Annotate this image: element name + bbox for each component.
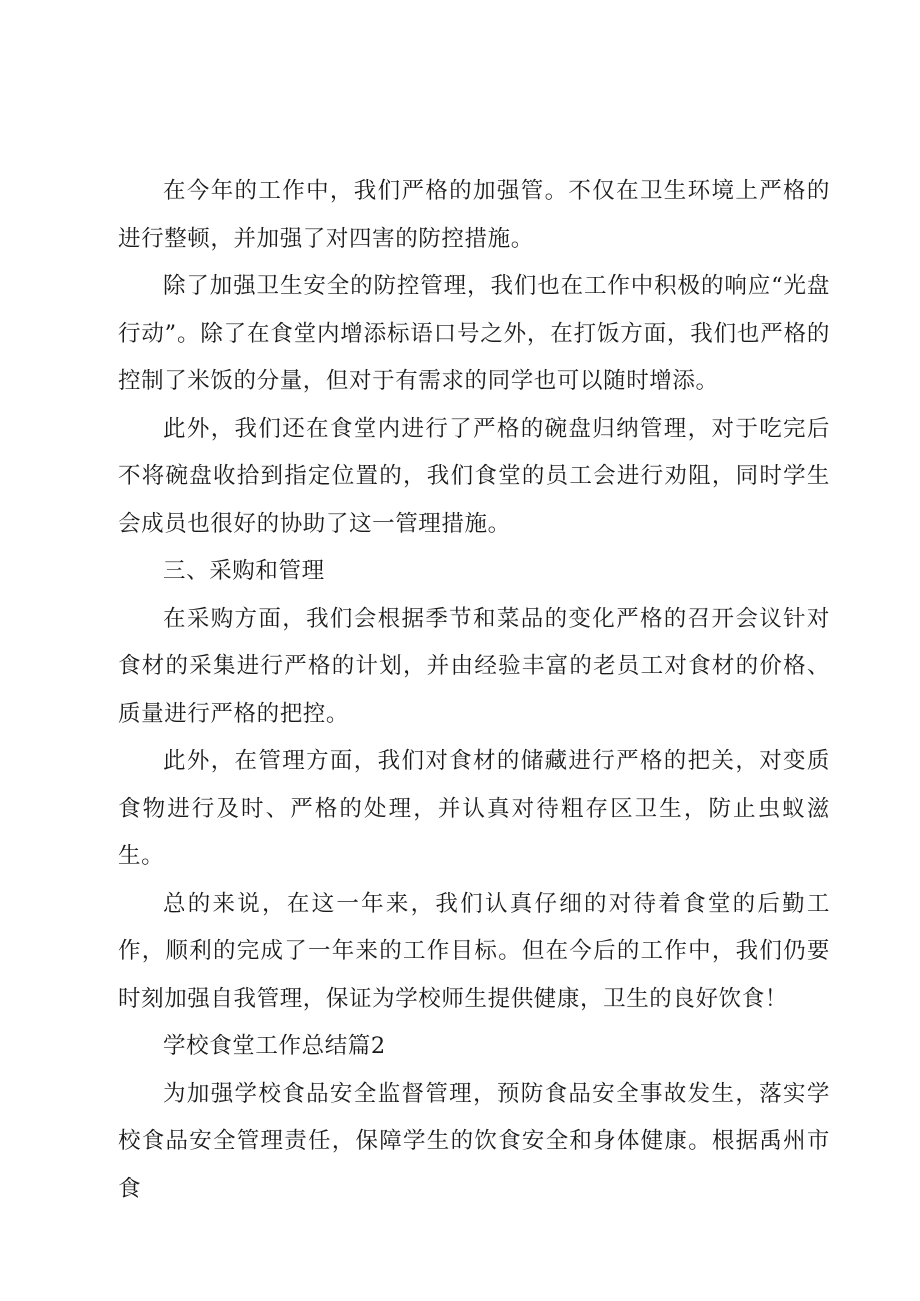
paragraph-hygiene-management: 在今年的工作中，我们严格的加强管。不仅在卫生环境上严格的进行整顿，并加强了对四害的防控措施。 bbox=[118, 178, 830, 252]
paragraph-dish-return-management: 此外，我们还在食堂内进行了严格的碗盘归纳管理，对于吃完后不将碗盘收拾到指定位置的，我们食堂的员工会进行劝阻，同时学生会成员也很好的协助了这一管理措施。 bbox=[118, 415, 830, 537]
document-body bbox=[118, 168, 830, 1213]
paragraph-storage-management: 此外，在管理方面，我们对食材的储藏进行严格的把关，对变质食物进行及时、严格的处理，并认真对待粗存区卫生，防止虫蚁滋生。 bbox=[118, 748, 830, 869]
paragraph-food-safety-intro: 为加强学校食品安全监督管理，预防食品安全事故发生，落实学校食品安全管理责任，保障学生的饮食安全和身体健康。根据禹州市食 bbox=[118, 1080, 830, 1202]
article-title-part-2: 学校食堂工作总结篇2 bbox=[163, 1033, 386, 1059]
paragraph-clean-plate-campaign: 除了加强卫生安全的防控管理，我们也在工作中积极的响应“光盘行动”。除了在食堂内增添标语口号之外，在打饭方面，我们也严格的控制了米饭的分量，但对于有需求的同学也可以随时增添。 bbox=[118, 273, 830, 394]
paragraph-summary: 总的来说，在这一年来，我们认真仔细的对待着食堂的后勤工作，顺利的完成了一年来的工作目标。但在今后的工作中，我们仍要时刻加强自我管理，保证为学校师生提供健康，卫生的良好饮食！ bbox=[118, 890, 830, 1012]
paragraph-procurement: 在采购方面，我们会根据季节和菜品的变化严格的召开会议针对食材的采集进行严格的计划，并由经验丰富的老员工对食材的价格、质量进行严格的把控。 bbox=[118, 605, 830, 727]
section-heading-procurement: 三、采购和管理 bbox=[163, 558, 325, 584]
